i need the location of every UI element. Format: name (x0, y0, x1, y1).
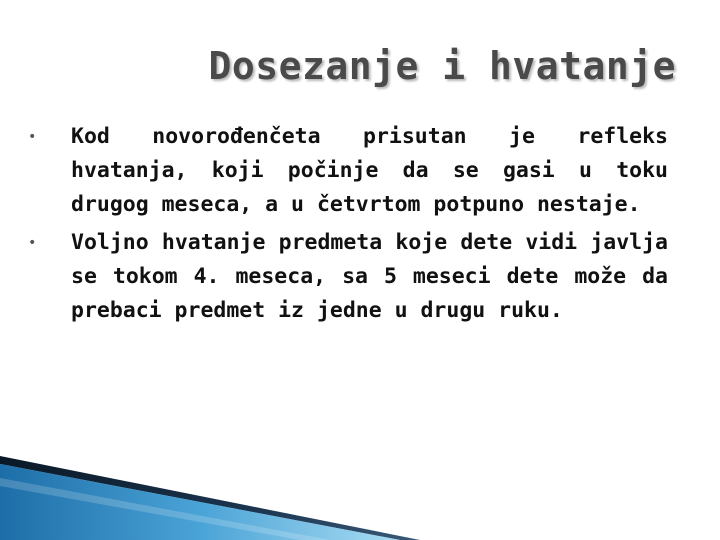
bullet-text: Kod novorođenčeta prisutan je refleks hvatanja, koji počinje da se gasi u toku drugog meseca, a u četvrtom potpuno nestaje. (71, 124, 668, 217)
bullet-list (28, 120, 668, 332)
bullet-marker: • (28, 235, 37, 251)
corner-decoration (0, 420, 720, 540)
bullet-item (28, 226, 668, 328)
bullet-marker: • (28, 129, 37, 145)
bullet-item (28, 120, 668, 222)
bullet-text: Voljno hvatanje predmeta koje dete vidi javlja se tokom 4. meseca, sa 5 meseci dete može da prebaci predmet iz jedne u drugu ruku. (71, 230, 668, 323)
slide-title: Dosezanje i hvatanje (208, 44, 676, 88)
